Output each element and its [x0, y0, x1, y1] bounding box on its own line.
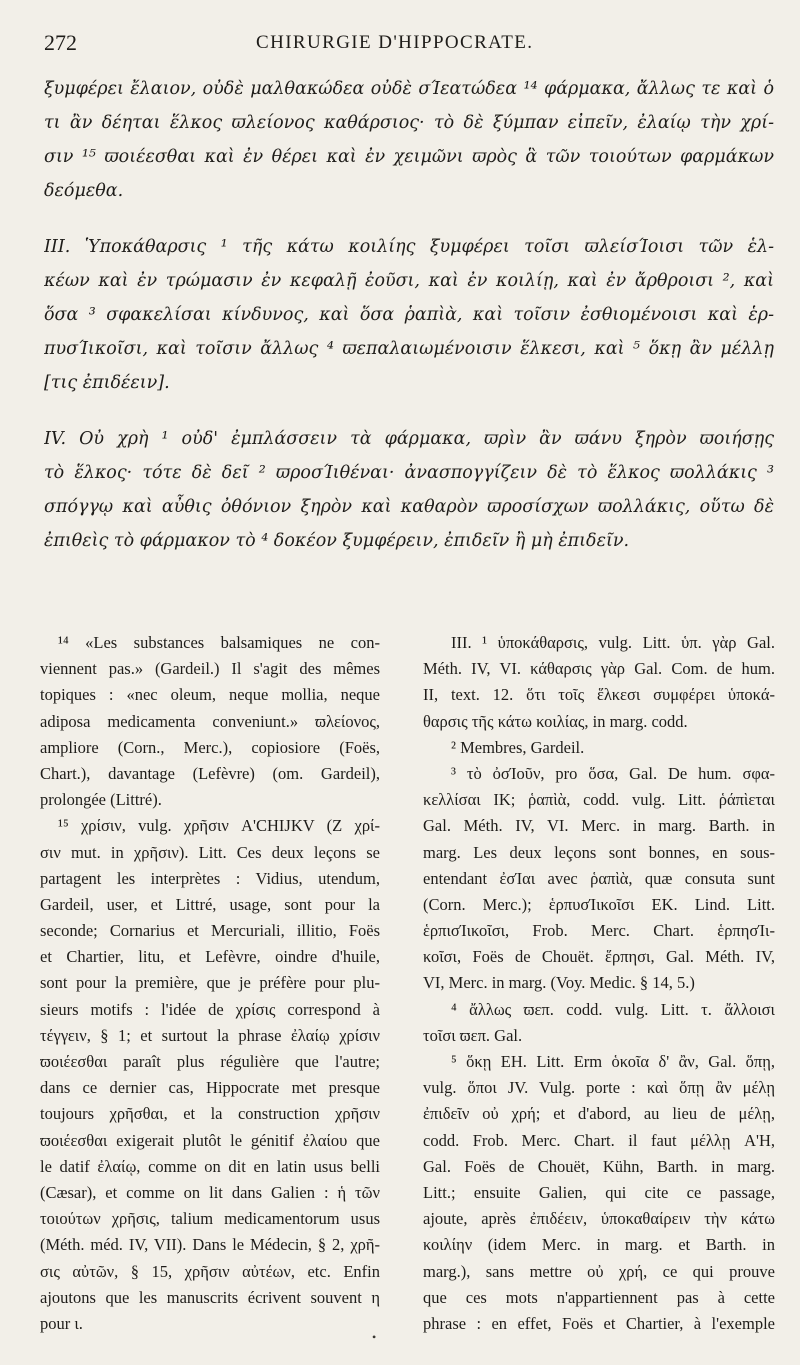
footnote-line: Gal. Foës de Chouët, Kühn, Barth. in marg.: [423, 1156, 775, 1176]
footnote-line: τέγγειν, § 1; et surtout la phrase ἐλαίῳ χρίσιν: [40, 1025, 380, 1045]
footnote-line: adiposa medicamenta conveniunt.» ϖλείονος,: [40, 711, 380, 731]
text-line: τὸ ἕλκος· τότε δὲ δεῖ ² ϖροσΊιθέναι· ἀνασπογγίζειν δὲ τὸ ἕλκος ϖολλάκις ³: [44, 463, 774, 483]
footnote-line: seconde; Cornarius et Mercuriali, illitio, Foës: [40, 921, 380, 941]
footnote-line: III. ¹ ὑποκάθαρσις, vulg. Litt. ὑπ. γὰρ Gal.: [451, 633, 775, 652]
text-line: τι ἂν δέηται ἕλκος ϖλείονος καθάρσιος· τὸ δὲ ξύμπαν εἰπεῖν, ἐλαίῳ τὴν χρί-: [44, 113, 774, 133]
footnote-line: Chart.), davantage (Lefèvre) (om. Gardeil),: [40, 763, 380, 783]
text-line: ὅσα ³ σφακελίσαι κίνδυνος, καὶ ὅσα ῥαπὶὰ, καὶ τοῖσιν ἐσθιομένοισι καὶ ἑρ-: [44, 305, 774, 325]
text-line: IV. Οὐ χρὴ ¹ οὐδ' ἐμπλάσσειν τὰ φάρμακα, ϖρὶν ἂν ϖάνυ ξηρὸν ϖοιήσῃς: [44, 429, 774, 449]
footnote-line: entendant ἐσΊαι avec ῥαπὶὰ, quæ consuta sunt: [423, 868, 775, 888]
footnote-line: ajoute, après ἐπιδέειν, ὑποκαθαίρειν τὴν κάτω: [423, 1209, 775, 1229]
column-divider: [406, 644, 407, 1344]
text-line: σπόγγῳ καὶ αὖθις ὀθόνιον ξηρὸν καὶ καθαρὸν ϖροσίσχων ϖολλάκις, οὕτω δὲ: [44, 497, 774, 517]
footnote-line: κελλίσαι IK; ῥαπὶὰ, codd. vulg. Litt. ῥάπὶεται: [423, 790, 775, 810]
footnote-line: κοιλίην (idem Merc. in marg. et Barth. in: [423, 1235, 775, 1255]
footnote-line: ἑρπισΊικοῖσι, Frob. Merc. Chart. ἑρπησΊι-: [423, 921, 775, 941]
footnote-line: ampliore (Corn., Merc.), copiosiore (Foës,: [40, 737, 380, 757]
footnote-line: κοῖσι, Foës de Chouët. ἕρπησι, Gal. Méth. IV,: [423, 947, 775, 967]
footnote-line: Litt.; ensuite Galien, qui cite ce passage,: [423, 1182, 775, 1202]
footnote-line: ϖοιέεσθαι exigerait plutôt le génitif ἐλαίου que: [40, 1130, 380, 1150]
text-line: σιν ¹⁵ ϖοιέεσθαι καὶ ἐν θέρει καὶ ἐν χειμῶνι ϖρὸς ἃ τῶν τοιούτων φαρμάκων: [44, 147, 774, 167]
greek-paragraph-iii: [44, 230, 774, 400]
greek-paragraph-iv: [44, 422, 774, 558]
footnote-line: sieurs motifs : l'idée de χρίσις correspond à: [40, 999, 380, 1019]
stray-mark: •: [372, 1330, 377, 1344]
footnote-line: σις αὐτῶν, § 15, χρῆσιν αὐτέων, etc. Enfin: [40, 1261, 380, 1281]
running-title: CHIRURGIE D'HIPPOCRATE.: [256, 32, 534, 53]
page-number: 272: [44, 30, 77, 55]
footnote-line: partagent les interprètes : Vidius, utendum,: [40, 868, 380, 888]
footnote-line: pour ι.: [40, 1313, 83, 1333]
footnote-line: ² Membres, Gardeil.: [451, 737, 585, 757]
footnote-line: ajoutons que les manuscrits écrivent souvent η: [40, 1287, 380, 1307]
footnote-line: viennent pas.» (Gardeil.) Il s'agit des mêmes: [40, 659, 380, 679]
footnote-line: Gal. Méth. IV, VI. Merc. in marg. Barth. in: [423, 816, 775, 836]
footnote-line: τοιούτων χρῆσις, talium medicamentorum usus: [40, 1209, 380, 1229]
text-line: ξυμφέρει ἔλαιον, οὐδὲ μαλθακώδεα οὐδὲ σΊεατώδεα ¹⁴ φάρμακα, ἄλλως τε καὶ ὁ: [44, 79, 774, 99]
footnote-line: et Chartier, litu, et Lefèvre, oindre d'huile,: [40, 947, 380, 967]
footnote-line: II, text. 12. ὅτι τοῖς ἕλκεσι συμφέρει ὑποκά-: [423, 685, 775, 705]
greek-text-body: [44, 72, 774, 558]
footnote-line: ⁴ ἄλλως ϖεπ. codd. vulg. Litt. τ. ἄλλοισι: [451, 999, 775, 1019]
text-line: δεόμεθα.: [44, 181, 124, 201]
footnotes-right-column: [423, 630, 775, 1337]
footnote-line: topiques : «nec oleum, neque mollia, neque: [40, 685, 380, 705]
footnote-line: ἐπιδεῖν οὐ χρή; et d'abord, au lieu de μέλῃ,: [423, 1104, 775, 1124]
footnote-line: (Cæsar), et comme on lit dans Galien : ἡ τῶν: [40, 1182, 380, 1202]
footnote-line: toujours χρῆσθαι, et la construction χρῆσιν: [40, 1104, 380, 1124]
footnote-line: vulg. ὅποι JV. Vulg. porte : καὶ ὅπῃ ἂν μέλῃ: [423, 1078, 775, 1098]
footnote-line: ³ τὸ ὀσΊοῦν, pro ὅσα, Gal. De hum. σφα-: [451, 763, 775, 783]
footnote-line: ¹⁴ «Les substances balsamiques ne con-: [58, 633, 380, 652]
footnote-line: Gardeil, user, et Littré, usage, sont pour la: [40, 894, 380, 914]
footnote-line: dans ce dernier cas, Hippocrate met presque: [40, 1078, 380, 1098]
footnote-line: sont pour la première, que je préfère pour plu-: [40, 973, 380, 993]
footnote-line: prolongée (Littré).: [40, 790, 162, 810]
footnote-line: Méth. IV, VI. κάθαρσις γὰρ Gal. Com. de hum.: [423, 659, 775, 679]
footnote-line: codd. Frob. Merc. Chart. il faut μέλλῃ A'H,: [423, 1130, 775, 1150]
footnote-line: VI, Merc. in marg. (Voy. Medic. § 14, 5.): [423, 973, 695, 993]
footnote-line: marg.), sans mettre οὐ χρή, ce qui prouve: [423, 1261, 775, 1281]
footnotes-left-column: [40, 630, 380, 1337]
text-line: III. Ὑποκάθαρσις ¹ τῆς κάτω κοιλίης ξυμφέρει τοῖσι ϖλείσΊοισι τῶν ἑλ-: [44, 237, 774, 257]
footnote-line: marg. Les deux leçons sont bonnes, en sous-: [423, 842, 775, 862]
footnote-line: (Méth. méd. IV, VII). Dans le Médecin, § 2, χρῆ-: [40, 1235, 380, 1255]
footnote-line: phrase : en effet, Foës et Chartier, à l'exemple: [423, 1313, 775, 1333]
page-header: [44, 30, 776, 62]
footnote-line: τοῖσι ϖεπ. Gal.: [423, 1025, 523, 1045]
text-line: πυσΊικοῖσι, καὶ τοῖσιν ἄλλως ⁴ ϖεπαλαιωμένοισιν ἕλκεσι, καὶ ⁵ ὅκῃ ἂν μέλλῃ: [44, 339, 774, 359]
text-line: ἐπιθεὶς τὸ φάρμακον τὸ ⁴ δοκέον ξυμφέρειν, ἐπιδεῖν ἢ μὴ ἐπιδεῖν.: [44, 531, 630, 551]
footnote-line: ¹⁵ χρίσιν, vulg. χρῆσιν A'CHIJKV (Z χρί-: [58, 816, 380, 836]
footnote-line: ⁵ ὅκῃ EH. Litt. Erm ὁκοῖα δ' ἂν, Gal. ὅπῃ,: [451, 1052, 775, 1071]
footnote-line: que ces mots n'appartiennent pas à cette: [423, 1287, 775, 1307]
text-line: κέων καὶ ἐν τρώμασιν ἐν κεφαλῇ ἐοῦσι, καὶ ἐν κοιλίῃ, καὶ ἐν ἄρθροισι ², καὶ: [44, 271, 774, 291]
footnote-line: le datif ἐλαίῳ, comme on dit en latin usus belli: [40, 1156, 380, 1176]
footnote-line: (Corn. Merc.); ἑρπυσΊικοῖσι EK. Lind. Litt.: [423, 894, 775, 914]
greek-paragraph: [44, 72, 774, 208]
text-line: [τις ἐπιδέειν].: [44, 373, 170, 393]
footnote-line: θαρσις τῆς κάτω κοιλίας, in marg. codd.: [423, 711, 688, 731]
footnote-line: σιν mut. in χρῆσιν). Litt. Ces deux leçons se: [40, 842, 380, 862]
footnote-line: ϖοιέεσθαι paraît plus régulière que l'autre;: [40, 1052, 380, 1071]
